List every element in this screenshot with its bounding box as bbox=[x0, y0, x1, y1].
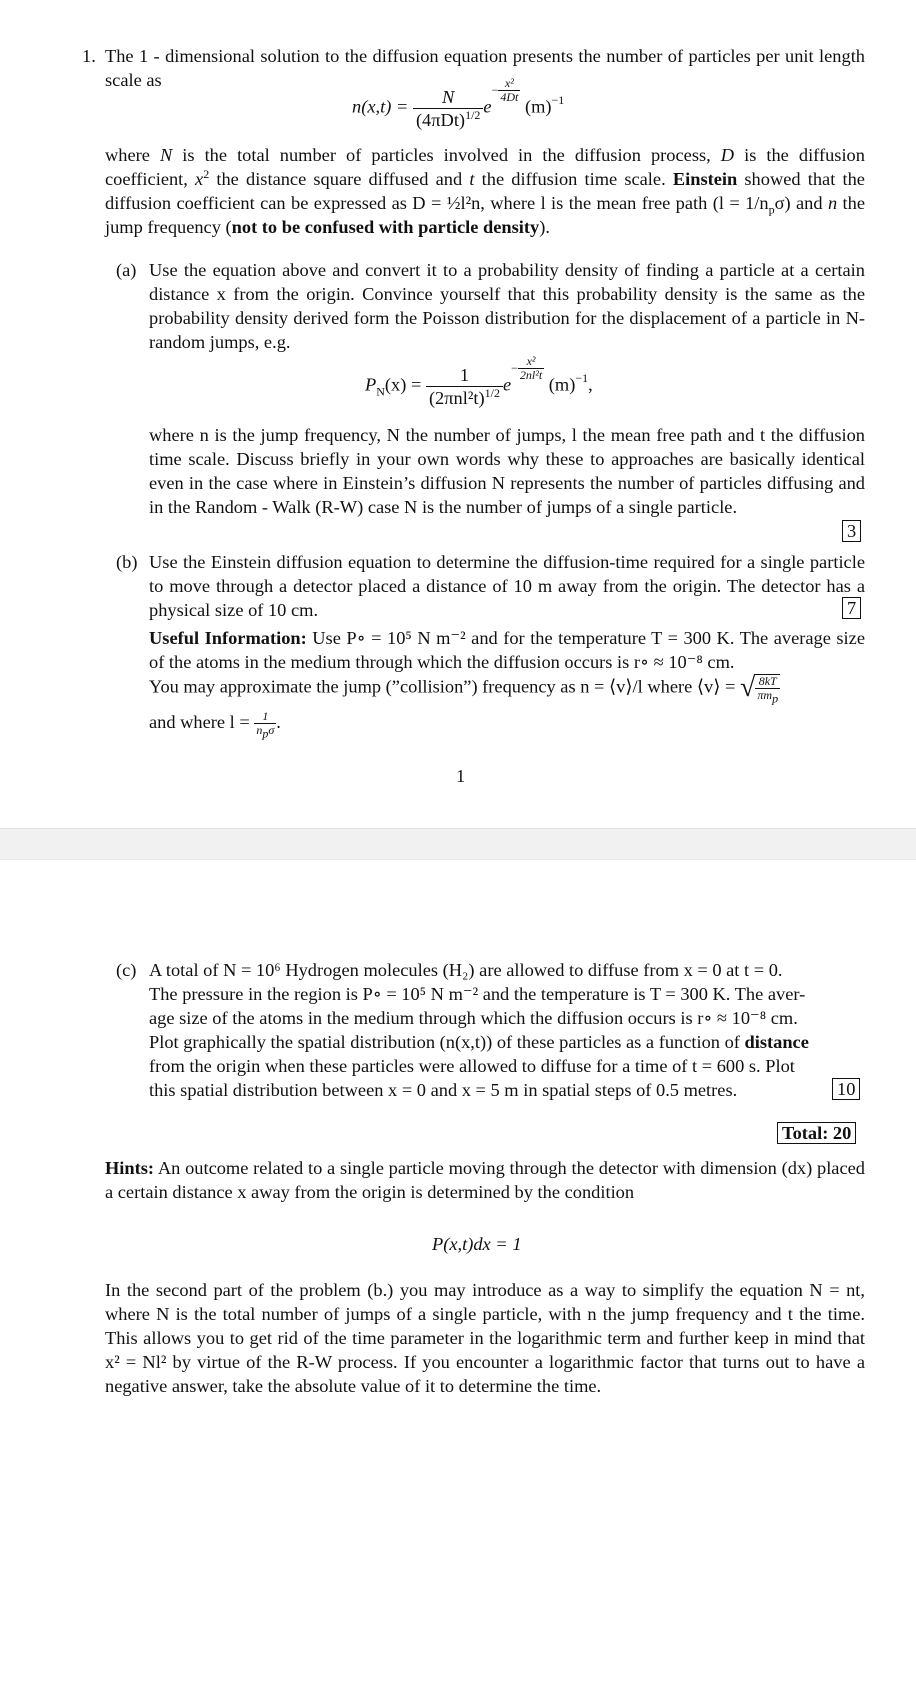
problem-number: 1. bbox=[82, 46, 96, 66]
hints-equation: P(x,t)dx = 1 bbox=[432, 1234, 522, 1254]
page-1 bbox=[0, 0, 916, 828]
problem-where-paragraph: where N is the total number of particles involved in the diffusion process, D is the diffusion coefficient, $x^2$ the distance square diffused and t the diffusion time scale. Einstein showed that the diffusion coefficient can be expressed as D = ½l²n, where l is the mean free path $(l = 1/n_p\sigma)$ and n the jump frequency (not to be confused with particle density). bbox=[105, 145, 865, 237]
hints: Hints: An outcome related to a single particle moving through the detector with dimension (dx) placed a certain distance x away from the origin is determined by the condition bbox=[105, 1158, 865, 1202]
problem-intro: The 1 - dimensional solution to the diffusion equation presents the number of particles per unit length scale as bbox=[105, 46, 865, 90]
equation-n-x-t: n(x,t) = $\frac{N}{(4\pi Dt)^{1/2}}$ $e^{- \frac{\text{x²}}{4Dt}}$ $(m)^{-1}$ bbox=[352, 76, 565, 130]
page-2 bbox=[0, 860, 916, 1696]
part-c-marks: 10 bbox=[832, 1078, 860, 1100]
part-b-l-definition: and where l = 1 $n_p\sigma$ . bbox=[149, 709, 281, 741]
part-b-text: Use the Einstein diffusion equation to determine the diffusion-time required for a single particle to move through a detector placed a distance of 10 m away from the origin. The detector has a physical size of 10 cm. bbox=[149, 552, 865, 620]
hints-second-paragraph: In the second part of the problem (b.) you may introduce as a way to simplify the equation N = nt, where N is the total number of jumps of a single particle, with n the jump frequency and t the time. This allows you to get rid of the time parameter in the logarithmic term and further keep in mind that x² = Nl² by virtue of the R-W process. If you encounter a logarithmic factor that turns out to have a negative answer, take the absolute value of it to determine the time. bbox=[105, 1280, 865, 1396]
part-c-label: (c) bbox=[116, 960, 137, 980]
page-number: 1 bbox=[456, 766, 466, 786]
part-b-useful-info: Useful Information: Use P∘ = 10⁵ N m⁻² and for the temperature T = 300 K. The average size of the atoms in the medium through which the diffusion occurs is r∘ ≈ 10⁻⁸ cm. bbox=[149, 628, 865, 672]
total-marks: Total: 20 bbox=[777, 1122, 856, 1144]
part-a-label: (a) bbox=[116, 260, 137, 280]
part-a-discussion: where n is the jump frequency, N the number of jumps, l the mean free path and t the diffusion time scale. Discuss briefly in your own words why these to approaches are basically identical even in the case where in Einstein’s diffusion N represents the number of particles diffusing and in the Random - Walk (R-W) case N is the number of jumps of a single particle. bbox=[149, 425, 865, 517]
part-b-marks: 7 bbox=[842, 597, 861, 619]
part-b-label: (b) bbox=[116, 552, 138, 572]
part-b-approx: You may approximate the jump (”collision”) frequency as n = ⟨v⟩/l where ⟨v⟩ = √ 8kT $\pi m_p$ bbox=[149, 672, 779, 706]
part-a-text: Use the equation above and convert it to a probability density of finding a particle at a certain distance x from the origin. Convince yourself that this probability density is the same as the probability density derived form the Poisson distribution for the displacement of a particle in N-random jumps, e.g. bbox=[149, 260, 865, 352]
equation-poisson: $P_N(x)$ = $\frac{1}{(2\pi nl^2t)^{1/2}}$ $e^{- \frac{\text{x²}}{\text{2nl²t}}}$ $(m)^{-1}$, bbox=[365, 354, 593, 408]
part-a-marks: 3 bbox=[842, 520, 861, 542]
part-c-text: A total of N = 10⁶ Hydrogen molecules (H₂) are allowed to diffuse from x = 0 at t = 0. The pressure in the region is P∘ = 10⁵ N m⁻² and the temperature is T = 300 K. The aver- age size of the atoms in the medium through which the diffusion occurs is r∘ ≈ 10⁻⁸ cm. Plot graphically the spatial distribution (n(x,t)) of these particles as a function of distance from the origin when these particles were allowed to diffuse for a time of t = 600 s. Plot this spatial distribution between x = 0 and x = 5 m in spatial steps of 0.5 metres. bbox=[149, 960, 809, 1100]
page-separator bbox=[0, 828, 916, 860]
